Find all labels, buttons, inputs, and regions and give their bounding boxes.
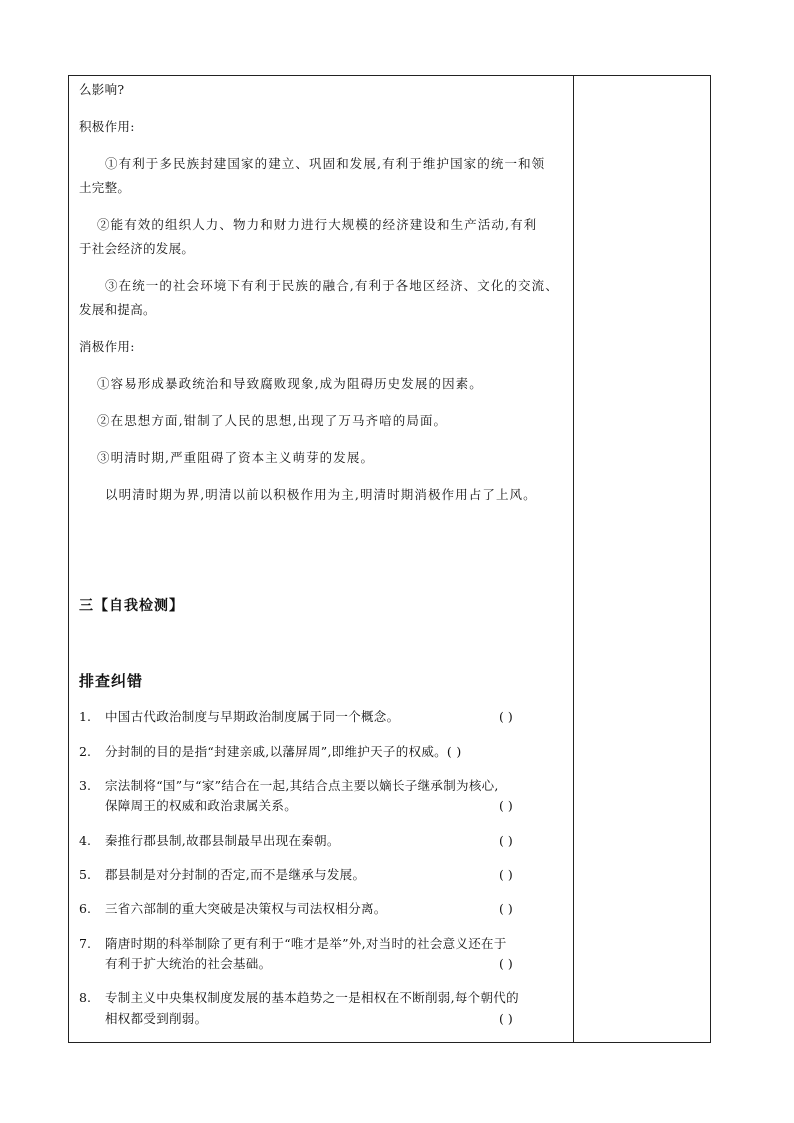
positive-heading: 积极作用: (79, 119, 135, 134)
item-number: 1. (79, 709, 91, 724)
answer-parentheses: ( ) (499, 798, 513, 813)
section-title: 三【自我检测】 (79, 598, 184, 614)
answer-parentheses: ( ) (499, 833, 513, 848)
answer-parentheses: ( ) (499, 956, 513, 971)
item-number: 6. (79, 901, 91, 916)
section-subtitle: 排查纠错 (79, 672, 144, 690)
item-text: 专制主义中央集权制度发展的基本趋势之一是相权在不断削弱,每个朝代的 (105, 990, 519, 1005)
column-divider (573, 76, 574, 1042)
item-text-line2: 有利于扩大统治的社会基础。 (105, 956, 272, 971)
negative-heading: 消极作用: (79, 339, 135, 354)
item-text: 中国古代政治制度与早期政治制度属于同一个概念。 (105, 709, 400, 724)
negative-point-1: ①容易形成暴政统治和导致腐败现象,成为阻碍历史发展的因素。 (97, 376, 483, 391)
item-number: 7. (79, 936, 91, 951)
positive-point-1-line1: ①有利于多民族封建国家的建立、巩固和发展,有利于维护国家的统一和领 (105, 156, 546, 171)
item-text: 宗法制将“国”与“家”结合在一起,其结合点主要以嫡长子继承制为核心, (105, 778, 499, 793)
positive-point-2-line1: ②能有效的组织人力、物力和财力进行大规模的经济建设和生产活动,有利 (97, 217, 538, 232)
summary-text: 以明清时期为界,明清以前以积极作用为主,明清时期消极作用占了上风。 (105, 487, 537, 502)
item-text: 分封制的目的是指“封建亲戚,以藩屏周”,即维护天子的权威。( ) (105, 744, 462, 759)
item-text: 郡县制是对分封制的否定,而不是继承与发展。 (105, 867, 366, 882)
item-text: 隋唐时期的科举制除了更有利于“唯才是举”外,对当时的社会意义还在于 (105, 936, 507, 951)
negative-point-3: ③明清时期,严重阻碍了资本主义萌芽的发展。 (97, 450, 375, 465)
answer-parentheses: ( ) (499, 709, 513, 724)
item-number: 4. (79, 833, 91, 848)
positive-point-2-line2: 于社会经济的发展。 (79, 241, 195, 256)
item-number: 5. (79, 867, 91, 882)
answer-parentheses: ( ) (499, 901, 513, 916)
item-text-line2: 保障周王的权威和政治隶属关系。 (105, 798, 298, 813)
answer-parentheses: ( ) (499, 1011, 513, 1026)
question-tail: 么影响? (79, 82, 125, 97)
answer-parentheses: ( ) (499, 867, 513, 882)
item-text-line2: 相权都受到削弱。 (105, 1011, 208, 1026)
item-text: 秦推行郡县制,故郡县制最早出现在秦朝。 (105, 833, 340, 848)
positive-point-1-line2: 土完整。 (79, 180, 131, 195)
item-text: 三省六部制的重大突破是决策权与司法权相分离。 (105, 901, 387, 916)
item-number: 3. (79, 778, 91, 793)
item-number: 2. (79, 744, 91, 759)
negative-point-2: ②在思想方面,钳制了人民的思想,出现了万马齐喑的局面。 (97, 413, 448, 428)
worksheet-table (68, 75, 711, 1043)
positive-point-3-line1: ③在统一的社会环境下有利于民族的融合,有利于各地区经济、文化的交流、 (105, 278, 559, 293)
item-number: 8. (79, 990, 91, 1005)
positive-point-3-line2: 发展和提高。 (79, 302, 156, 317)
